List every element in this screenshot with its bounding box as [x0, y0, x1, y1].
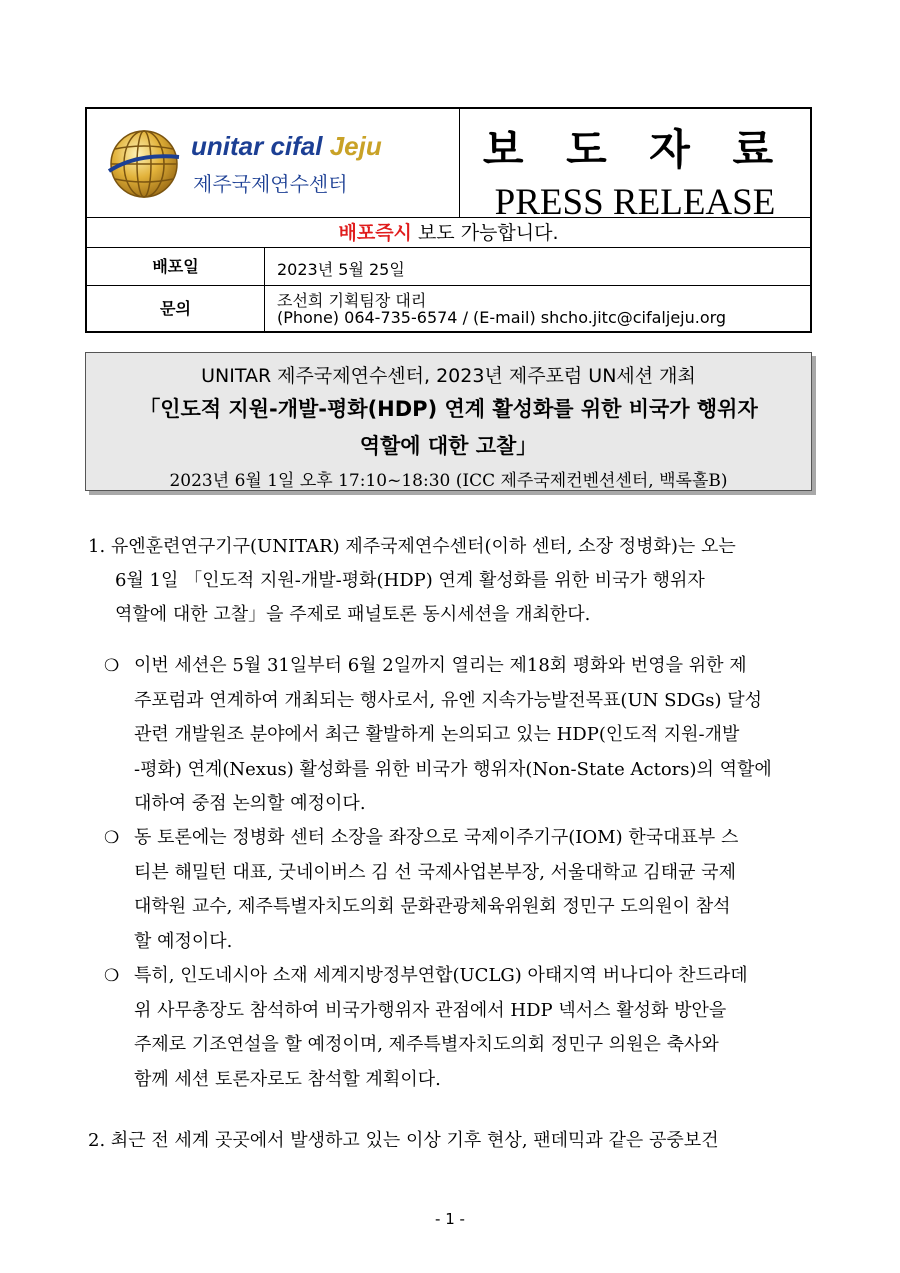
release-note-rest: 보도 가능합니다. [411, 222, 559, 244]
contact-row [87, 286, 810, 331]
date-value: 2023년 5월 25일 [277, 260, 405, 279]
release-note-strong: 배포즉시 [338, 222, 412, 244]
paragraph-1-line: 1. 유엔훈련연구기구(UNITAR) 제주국제연수센터(이하 센터, 소장 정병화)는 오는 [88, 536, 736, 557]
bullet-2-line: 대학원 교수, 제주특별자치도의회 문화관광체육위원회 정민구 도의원이 참석 [134, 896, 731, 917]
bullet-3-line: 위 사무총장도 참석하여 비국가행위자 관점에서 HDP 넥서스 활성화 방안을 [134, 999, 727, 1021]
bullet-1-line: 관련 개발원조 분야에서 최근 활발하게 논의되고 있는 HDP(인도적 지원-개발 [134, 724, 740, 745]
bullet-2-line: 할 예정이다. [134, 930, 233, 952]
date-label: 배포일 [87, 248, 265, 285]
contact-label: 문의 [87, 286, 265, 331]
logo-korean-name: 제주국제연수센터 [193, 172, 348, 196]
bullet-2-line: 티븐 해밀턴 대표, 굿네이버스 김 선 국제사업본부장, 서울대학교 김태균 국제 [134, 861, 736, 883]
paragraph-1 [88, 530, 736, 632]
bullet-3-line: 함께 세션 토론자로도 참석할 계획이다. [134, 1068, 441, 1090]
headline-line-2: 「인도적 지원-개발-평화(HDP) 연계 활성화를 위한 비국가 행위자 [139, 397, 758, 421]
title-korean: 보 도 자 료 [482, 125, 788, 174]
paragraph-2 [88, 1124, 719, 1158]
release-note [87, 218, 810, 248]
headline-line-1: UNITAR 제주국제연수센터, 2023년 제주포럼 UN세션 개최 [201, 365, 696, 387]
bullet-circle-icon: ❍ [104, 656, 120, 676]
bullet-3-line: 특히, 인도네시아 소재 세계지방정부연합(UCLG) 아태지역 버나디아 찬드라데 [134, 965, 748, 986]
contact-name: 조선희 기획팀장 대리 [277, 291, 427, 310]
bullet-1-line: 주포럼과 연계하여 개최되는 행사로서, 유엔 지속가능발전목표(UN SDGs) 달성 [134, 689, 762, 711]
date-row [87, 248, 810, 286]
bullet-3-line: 주제로 기조연설을 할 예정이며, 제주특별자치도의회 정민구 의원은 축사와 [134, 1034, 719, 1055]
headline-line-3: 역할에 대한 고찰」 [359, 434, 538, 458]
title-cell [460, 109, 810, 223]
paragraph-1-line: 6월 1일 「인도적 지원-개발-평화(HDP) 연계 활성화를 위한 비국가 행위자 [115, 570, 705, 591]
contact-info: (Phone) 064-735-6574 / (E-mail) shcho.jitc@cifaljeju.org [277, 308, 727, 327]
press-release-header [85, 107, 812, 333]
bullet-1-line: 대하여 중점 논의할 예정이다. [134, 793, 366, 814]
bullet-2 [104, 821, 738, 959]
logo-wordmark [191, 131, 382, 162]
header-top-row [87, 109, 810, 223]
logo-unitar-cifal: unitar cifal [191, 131, 323, 161]
paragraph-2-line: 2. 최근 전 세계 곳곳에서 발생하고 있는 이상 기후 현상, 팬데믹과 같은 공중보건 [88, 1130, 719, 1151]
bullet-1-line: -평화) 연계(Nexus) 활성화를 위한 비국가 행위자(Non-State Actors)의 역할에 [134, 758, 772, 780]
globe-logo-icon [107, 127, 181, 201]
page-number: - 1 - [435, 1210, 465, 1228]
bullet-2-line: 동 토론에는 정병화 센터 소장을 좌장으로 국제이주기구(IOM) 한국대표부 스 [134, 827, 739, 848]
headline-box [85, 352, 812, 491]
bullet-3 [104, 959, 748, 1097]
bullet-circle-icon: ❍ [104, 828, 120, 848]
logo-jeju: Jeju [329, 131, 382, 161]
logo-cell [87, 109, 460, 217]
bullet-1-line: 이번 세션은 5월 31일부터 6월 2일까지 열리는 제18회 평화와 번영을 위한 제 [134, 655, 747, 676]
headline-schedule: 2023년 6월 1일 오후 17:10~18:30 (ICC 제주국제컨벤션센터, 백록홀B) [169, 471, 728, 491]
bullet-1 [104, 649, 772, 822]
bullet-circle-icon: ❍ [104, 966, 120, 986]
paragraph-1-line: 역할에 대한 고찰」을 주제로 패널토론 동시세션을 개최한다. [115, 604, 591, 625]
title-english: PRESS RELEASE [494, 182, 776, 223]
